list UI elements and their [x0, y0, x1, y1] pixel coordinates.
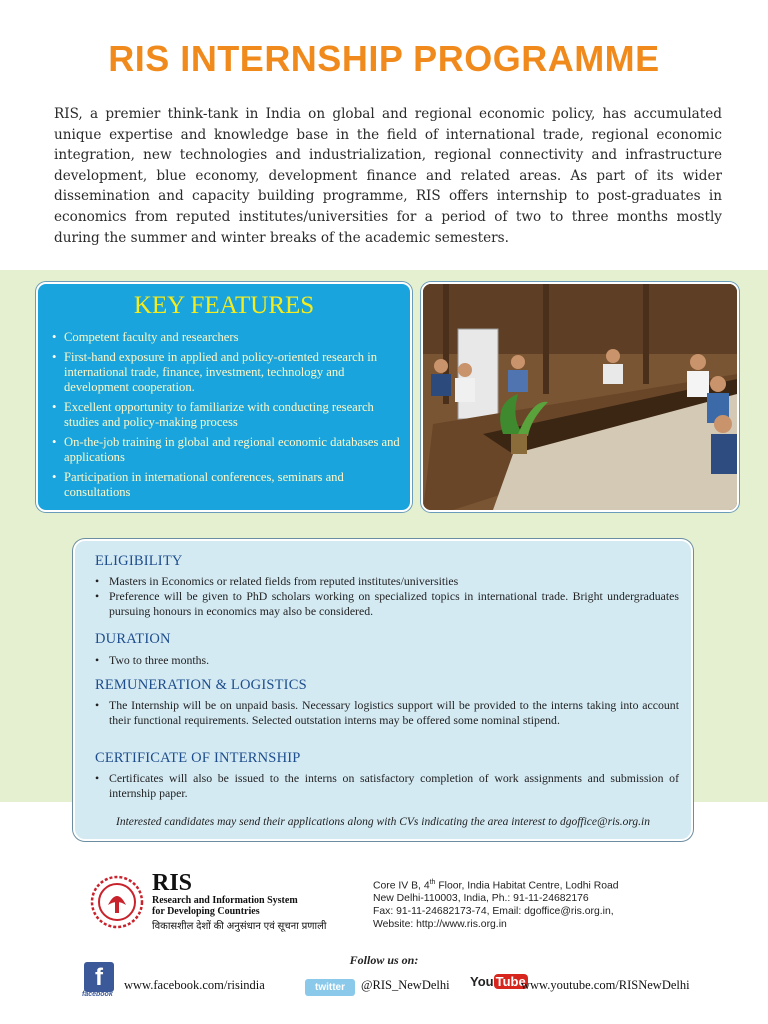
key-features-list: [52, 330, 402, 505]
list-item: • Excellent opportunity to familiarize with conducting research studies and policy-making process: [52, 400, 402, 430]
eligibility-list: [95, 574, 679, 619]
ris-logo-icon: [90, 875, 144, 929]
facebook-wordmark: facebook: [82, 991, 113, 998]
conference-room-illustration: [423, 284, 737, 510]
facebook-link[interactable]: www.facebook.com/risindia: [124, 978, 265, 992]
address-line: New Delhi-110003, India, Ph.: 91-11-24682176: [373, 893, 589, 905]
address-line: Core IV B, 4th Floor, India Habitat Centre, Lodhi Road: [373, 879, 619, 892]
remuneration-list: [95, 698, 679, 728]
youtube-icon[interactable]: You Tube: [470, 974, 526, 989]
meeting-photo: [421, 282, 739, 512]
certificate-heading: CERTIFICATE OF INTERNSHIP: [95, 750, 301, 766]
list-item: • The Internship will be on unpaid basis. Necessary logistics support will be provided to the interns taking into account their functional requirements. Selected outstation interns may be offered some nominal stipend.: [95, 698, 679, 728]
twitter-icon[interactable]: twitter: [305, 979, 355, 996]
youtube-link[interactable]: www.youtube.com/RISNewDelhi: [521, 978, 690, 992]
website-link[interactable]: Website: http://www.ris.org.in: [373, 919, 507, 931]
list-item: • Competent faculty and researchers: [52, 330, 402, 345]
org-full-name: [152, 895, 352, 917]
facebook-icon[interactable]: f: [84, 962, 114, 992]
org-short-name: RIS: [152, 870, 193, 896]
org-hindi-name: विकासशील देशों की अनुसंधान एवं सूचना प्रणाली: [152, 921, 327, 932]
intro-paragraph: RIS, a premier think-tank in India on global and regional economic policy, has accumulated unique expertise and knowledge base in the field of international trade, regional economic integration, new technologies and industrialization, regional connectivity and infrastructure development, blue economy, development finance and related areas. As part of its wider dissemination and capacity building programme, RIS offers internship to post-graduates in economics from reputed institutes/universities for a period of two to three months mostly during the summer and winter breaks of the academic semesters.: [54, 106, 722, 246]
certificate-list: [95, 771, 679, 801]
org-full-name-line1: Research and Information System: [152, 895, 298, 906]
duration-list: [95, 653, 679, 668]
follow-us-label: Follow us on:: [349, 953, 419, 967]
contact-address: [373, 876, 673, 931]
remuneration-heading: REMUNERATION & LOGISTICS: [95, 677, 307, 693]
org-full-name-line2: for Developing Countries: [152, 906, 260, 917]
twitter-link[interactable]: @RIS_NewDelhi: [361, 978, 450, 992]
page-title: RIS INTERNSHIP PROGRAMME: [108, 38, 660, 79]
list-item: • Certificates will also be issued to the interns on satisfactory completion of work assignments and submission of internship paper.: [95, 771, 679, 801]
list-item: • On-the-job training in global and regional economic databases and applications: [52, 435, 402, 465]
key-features-panel: [36, 282, 412, 512]
address-line[interactable]: Fax: 91-11-24682173-74, Email: dgoffice@ris.org.in,: [373, 906, 614, 918]
application-note: Interested candidates may send their applications along with CVs indicating the area interest to dgoffice@ris.org.in: [116, 816, 650, 828]
list-item: • Preference will be given to PhD scholars working on specialized topics in international trade. Bright undergraduates pursuing honours in economics may also be considered.: [95, 589, 679, 619]
duration-heading: DURATION: [95, 631, 171, 647]
list-item: • Two to three months.: [95, 653, 679, 668]
details-panel: [73, 539, 693, 841]
key-features-title: KEY FEATURES: [133, 292, 315, 319]
list-item: • First-hand exposure in applied and policy-oriented research in international trade, finance, investment, technology and development cooperation.: [52, 350, 402, 395]
eligibility-heading: ELIGIBILITY: [95, 553, 183, 569]
list-item: • Participation in international conferences, seminars and consultations: [52, 470, 402, 500]
list-item: • Masters in Economics or related fields from reputed institutes/universities: [95, 574, 679, 589]
